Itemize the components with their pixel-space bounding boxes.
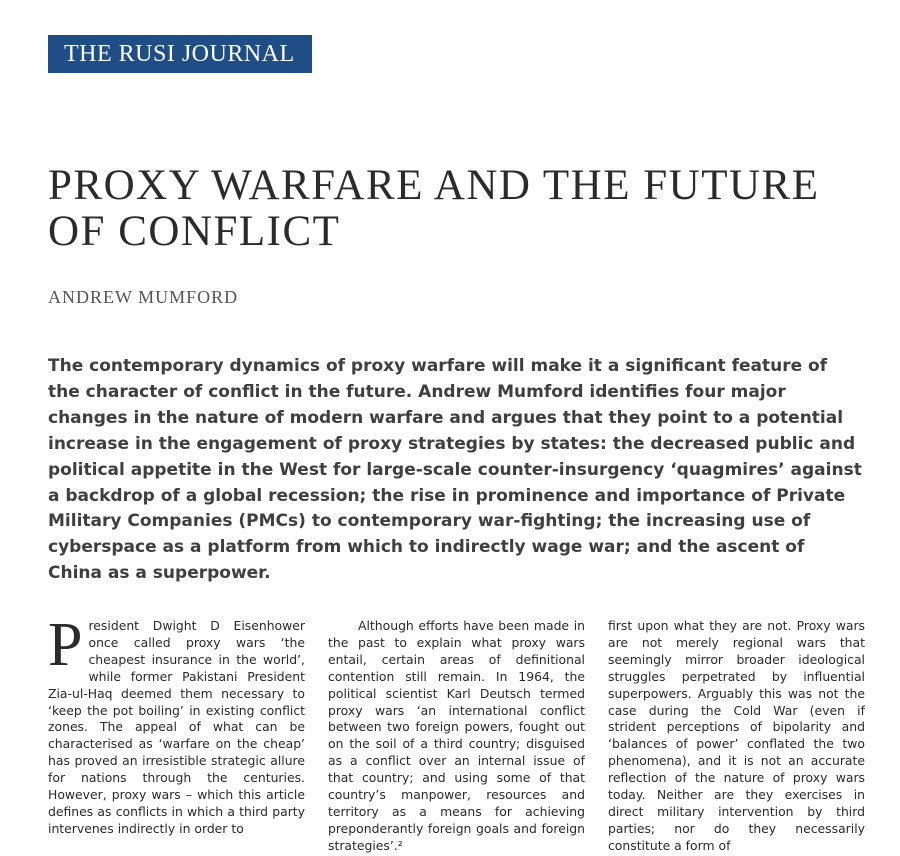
drop-cap: P xyxy=(48,611,83,679)
article-abstract: The contemporary dynamics of proxy warfare will make it a significant feature of the character of conflict in the future. Andrew Mumford identifies four major changes in the nature of modern warfare and argues that they point to a potential increase in the engagement of proxy strategies by states: the decreased public and political appetite in the West for large-scale counter-insurgency ‘quagmires’ against a backdrop of a global recession; the rise in prominence and importance of Private Military Companies (PMCs) to contemporary war-fighting; the increasing use of cyberspace as a platform from which to indirectly wage war; and the ascent of China as a superpower. xyxy=(48,356,862,584)
journal-name: THE RUSI JOURNAL xyxy=(64,41,295,67)
journal-banner xyxy=(48,35,312,73)
body-column-3: first upon what they are not. Proxy wars are not merely regional wars that seemingly mirror broader ideological struggles perpetrated by influential superpowers. Arguably this was not the case during the Cold War (even if strident perceptions of bipolarity and ‘balances of power’ conflated the two phenomena), and it is not an accurate reflection of the nature of proxy wars today. Neither are they exercises in direct military intervention by third parties; nor do they necessarily constitute a form of xyxy=(608,618,865,853)
body-column-1-text: resident Dwight D Eisenhower once called proxy wars ‘the cheapest insurance in the world’, while former Pakistani President Zia-ul-Haq deemed them necessary to ‘keep the pot boiling’ in existing conflict zones. The appeal of what can be characterised as ‘warfare on the cheap’ has proved an irresistible strategic allure for nations through the centuries. However, proxy wars – which this article defines as conflicts in which a third party intervenes indirectly in order to xyxy=(48,618,305,836)
body-column-1 xyxy=(48,611,305,838)
body-column-2: Although efforts have been made in the past to explain what proxy wars entail, certain areas of definitional contention still remain. In 1964, the political scientist Karl Deutsch termed proxy wars ‘an international conflict between two foreign powers, fought out on the soil of a third country; disguised as a conflict over an internal issue of that country; and using some of that country’s manpower, resources and territory as a means for achieving preponderantly foreign goals and foreign strategies’.² xyxy=(328,618,585,853)
article-title: PROXY WARFARE AND THE FUTURE OF CONFLICT xyxy=(48,162,820,255)
article-author: ANDREW MUMFORD xyxy=(48,287,239,307)
